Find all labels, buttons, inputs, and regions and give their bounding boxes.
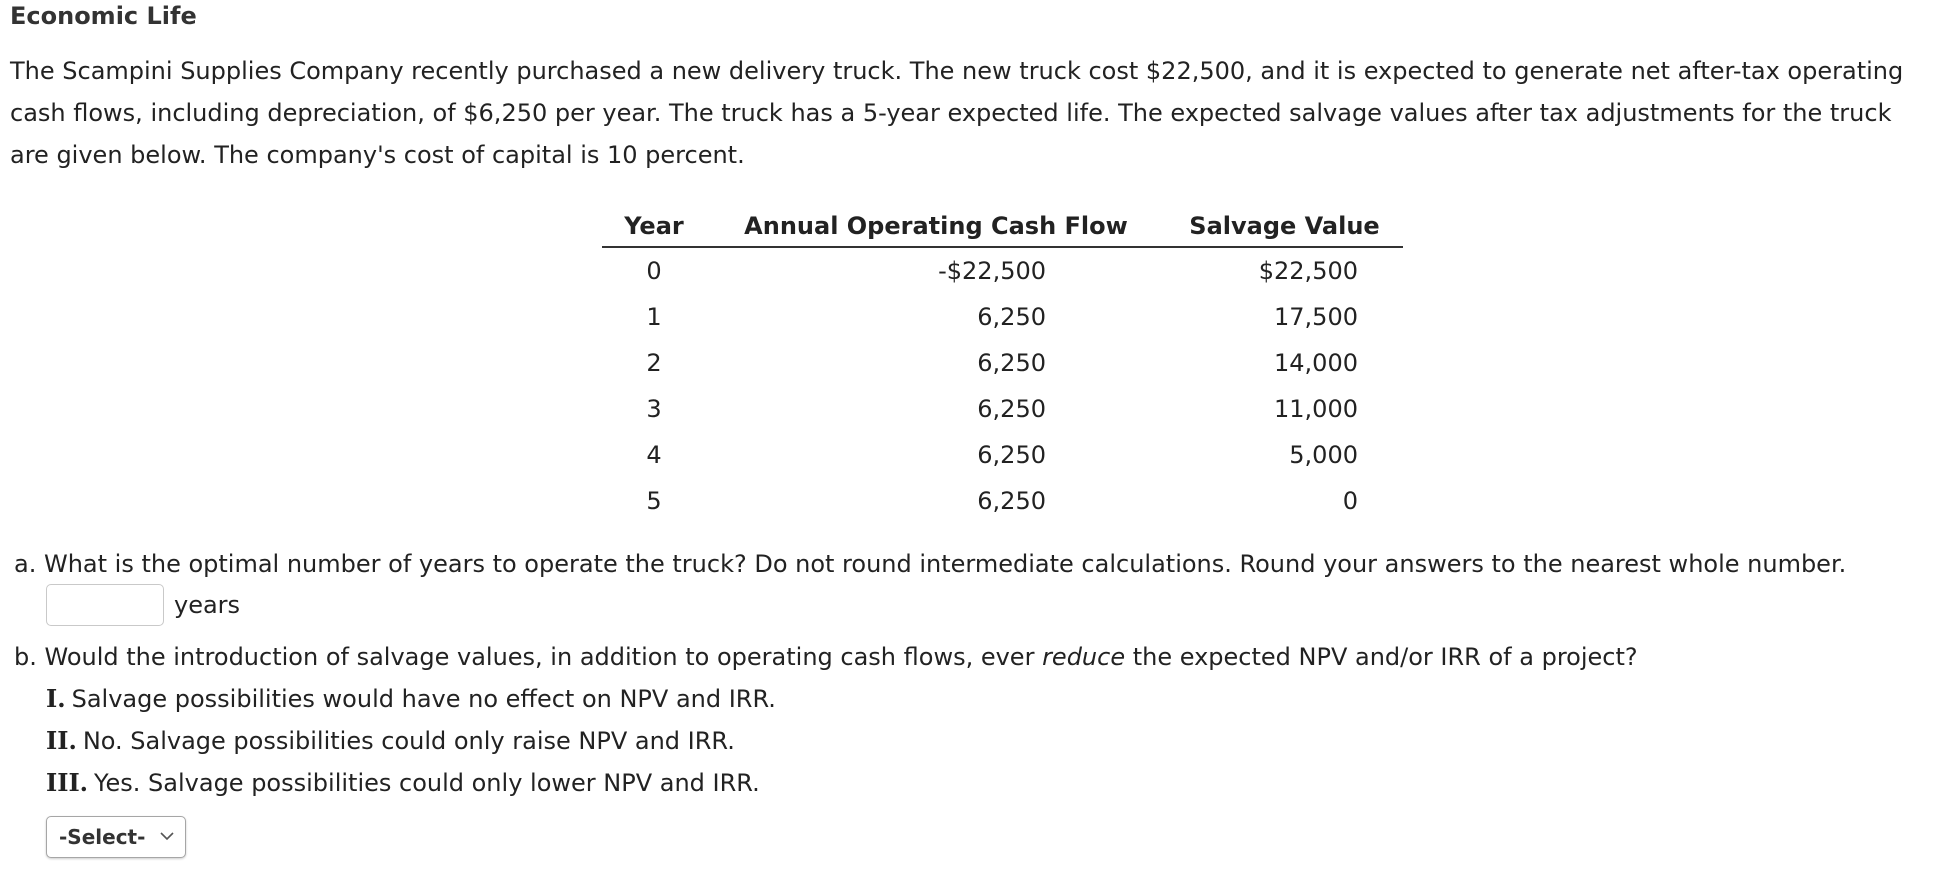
select-label: -Select- (59, 825, 146, 849)
year-cell: 3 (646, 395, 662, 423)
option-text: No. Salvage possibilities could only raise NPV and IRR. (82, 727, 735, 755)
question-a: a. What is the optimal number of years to operate the truck? Do not round intermediate calculations. Round your answers to the nearest whole number. (14, 550, 1847, 578)
option-numeral: III. (46, 768, 89, 797)
table-header-row (602, 202, 1403, 247)
table-row (602, 294, 1403, 340)
cash-flow-cell: 6,250 (977, 487, 1046, 515)
table-row (602, 340, 1403, 386)
cash-flow-cell: 6,250 (977, 441, 1046, 469)
years-unit-label: years (174, 591, 241, 619)
year-cell: 5 (646, 487, 662, 515)
salvage-cell: 11,000 (1274, 395, 1358, 423)
year-cell: 0 (646, 257, 662, 285)
table-row (602, 478, 1403, 524)
option-text: Salvage possibilities would have no effect on NPV and IRR. (71, 685, 776, 713)
cash-flow-cell: 6,250 (977, 395, 1046, 423)
header-salvage-value: Salvage Value (1166, 202, 1403, 247)
question-b (14, 643, 1638, 671)
data-table (602, 202, 1403, 524)
option-text: Yes. Salvage possibilities could only lower NPV and IRR. (94, 769, 760, 797)
optimal-years-input[interactable] (46, 584, 164, 626)
answer-a-row (46, 584, 240, 626)
problem-statement: The Scampini Supplies Company recently purchased a new delivery truck. The new truck cost $22,500, and it is expected to generate net after-tax operating cash flows, including depreciation, of $6,250 per year. The truck has a 5-year expected life. The expected salvage values after tax adjustments for the truck are given below. The company's cost of capital is 10 percent. (10, 57, 1904, 169)
option-item (46, 681, 776, 723)
year-cell: 1 (646, 303, 662, 331)
table-row (602, 432, 1403, 478)
table-row (602, 386, 1403, 432)
question-b-emphasis: reduce (1042, 643, 1126, 671)
option-item (46, 723, 776, 765)
option-numeral: II. (46, 726, 77, 755)
salvage-cell: 5,000 (1289, 441, 1358, 469)
salvage-cell: 0 (1342, 487, 1358, 515)
question-b-text-before: b. Would the introduction of salvage values, in addition to operating cash flows, ever (14, 643, 1043, 671)
option-numeral: I. (46, 684, 66, 713)
question-b-text-after: the expected NPV and/or IRR of a project? (1125, 643, 1638, 671)
salvage-cell: $22,500 (1258, 257, 1358, 285)
options-list (46, 681, 776, 807)
salvage-cell: 17,500 (1274, 303, 1358, 331)
page-title: Economic Life (10, 2, 197, 30)
cash-flow-cell: 6,250 (977, 303, 1046, 331)
cash-flow-cell: -$22,500 (938, 257, 1046, 285)
salvage-cell: 14,000 (1274, 349, 1358, 377)
year-cell: 4 (646, 441, 662, 469)
option-item (46, 765, 776, 807)
year-cell: 2 (646, 349, 662, 377)
answer-b-select[interactable] (46, 816, 186, 858)
header-year: Year (602, 202, 706, 247)
header-operating-cash-flow: Annual Operating Cash Flow (706, 202, 1166, 247)
cash-flow-cell: 6,250 (977, 349, 1046, 377)
chevron-down-icon (159, 830, 175, 842)
table-row (602, 247, 1403, 294)
